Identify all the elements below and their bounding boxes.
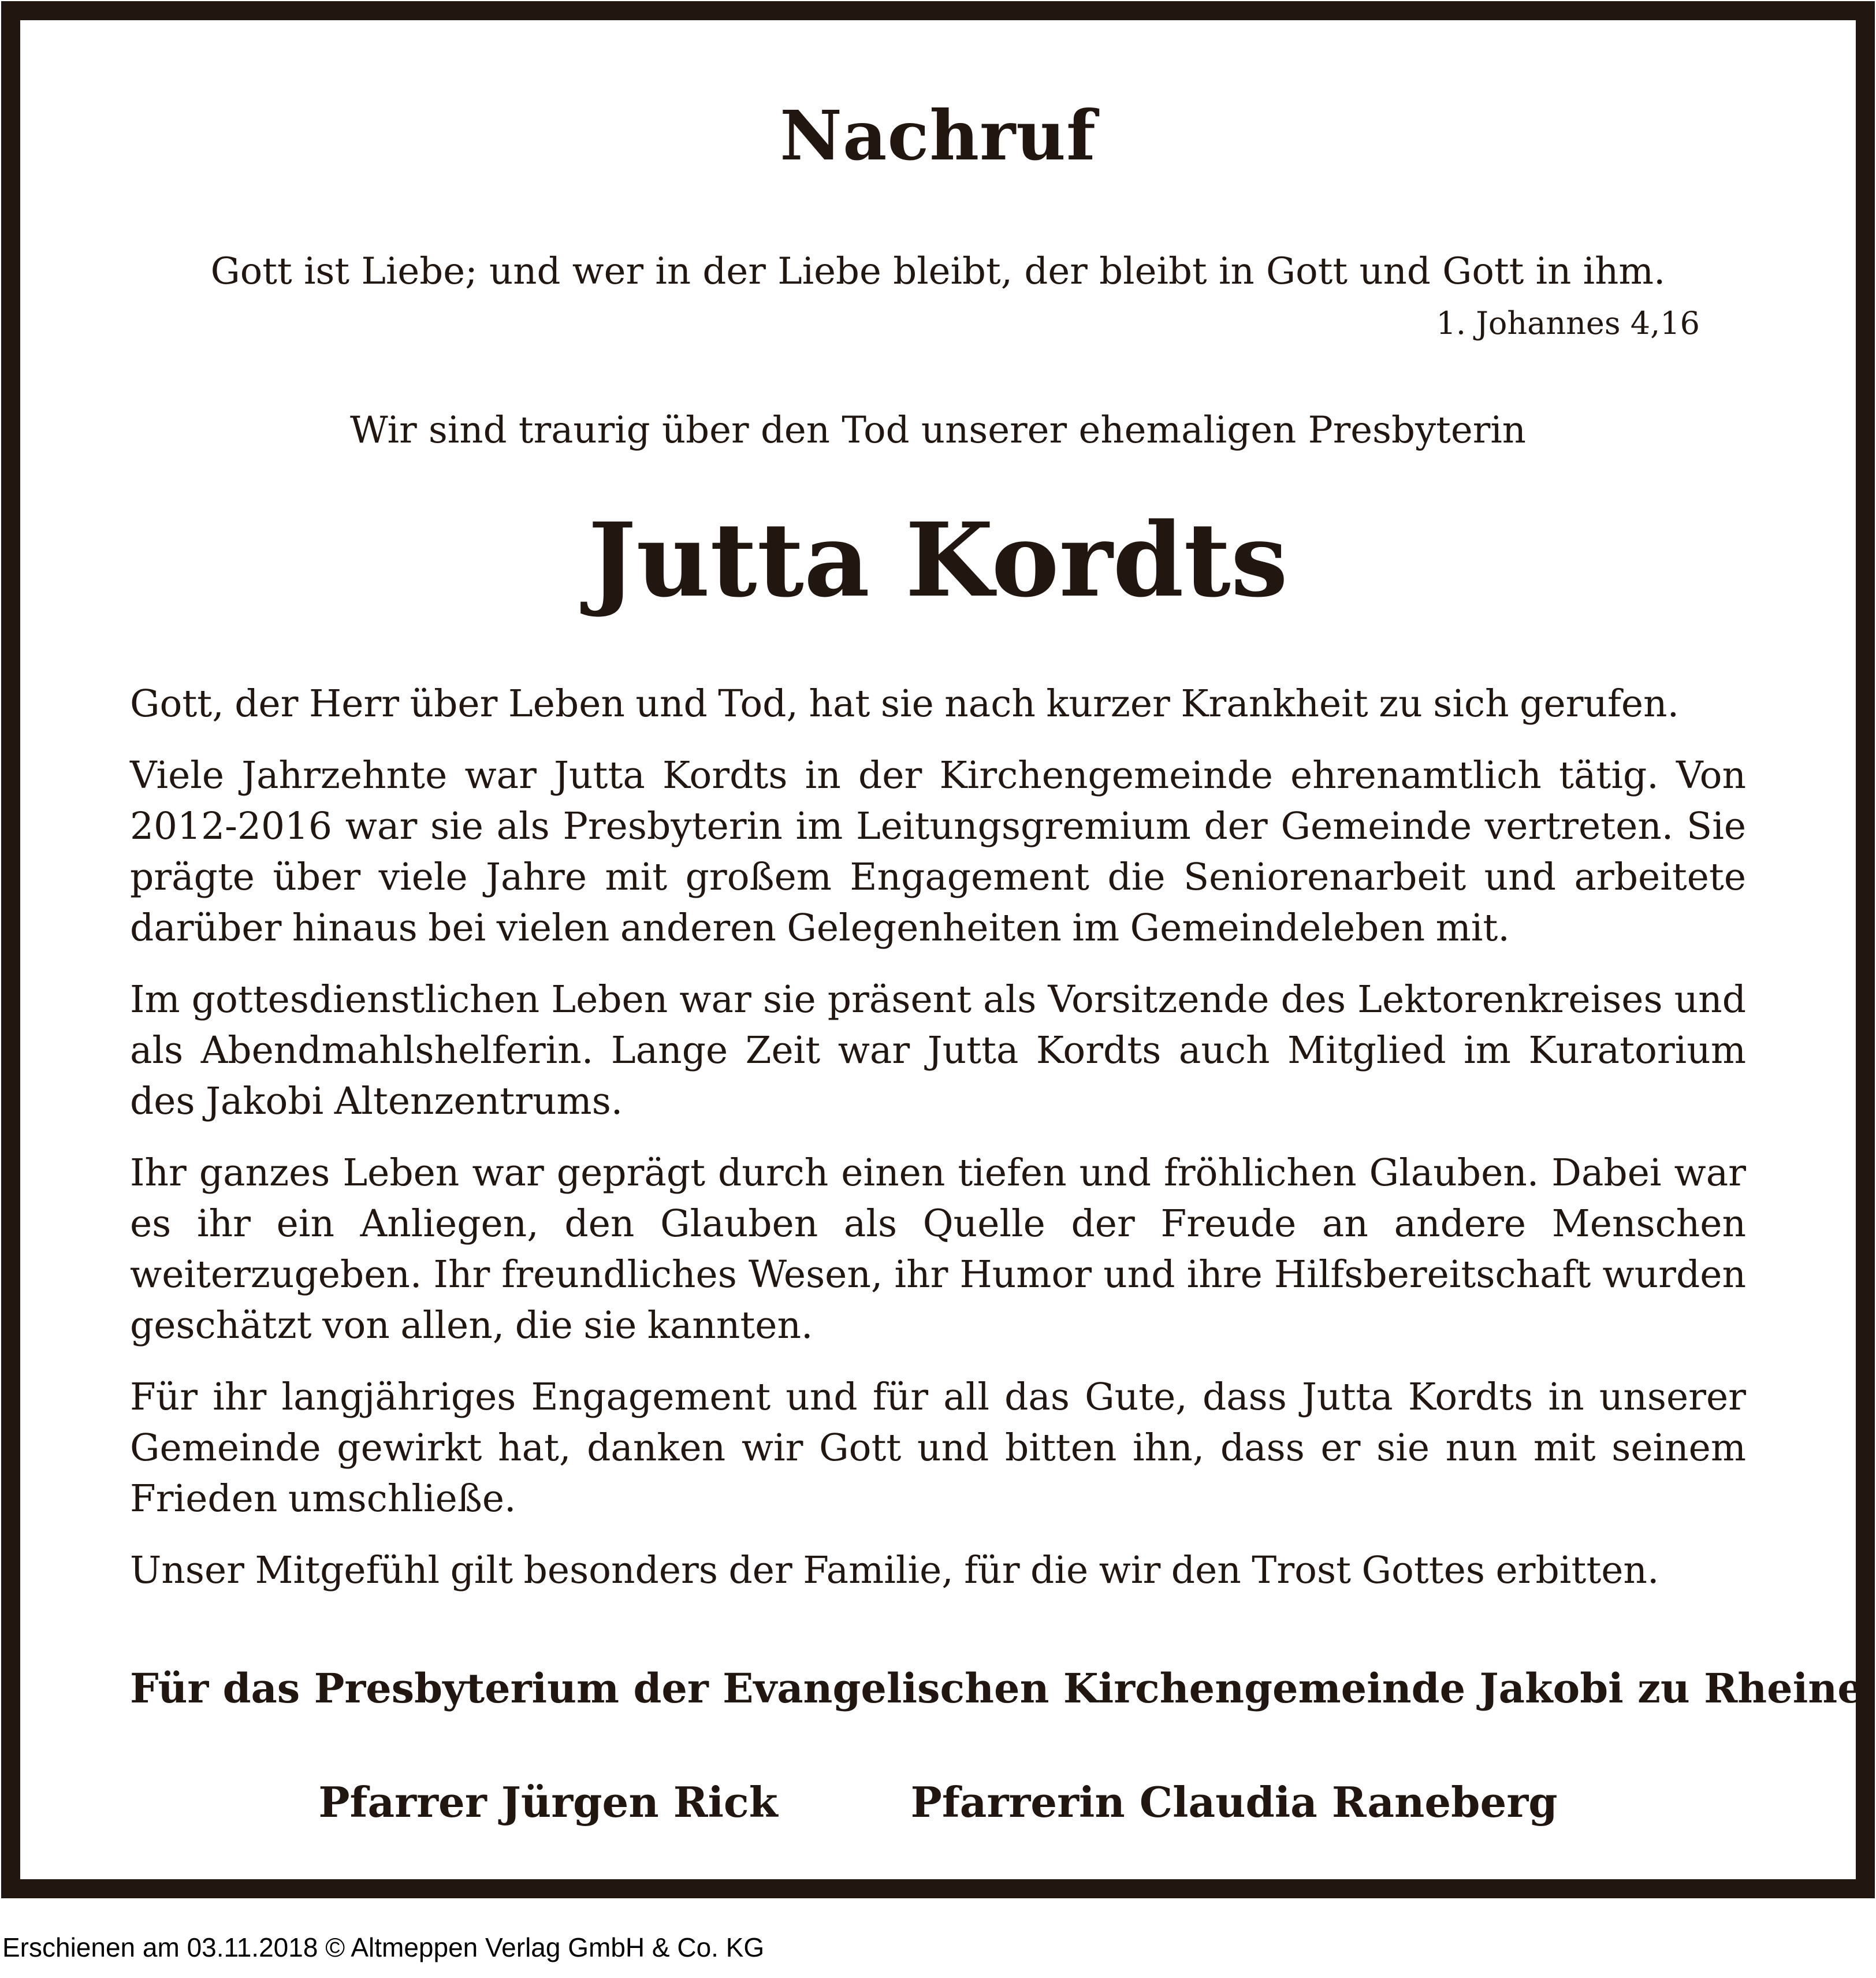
obituary-frame (1, 1, 1875, 1898)
signatory-name: Pfarrerin Claudia Raneberg (910, 1778, 1558, 1827)
signatures-row (130, 1773, 1746, 1831)
body-paragraph: Gott, der Herr über Leben und Tod, hat sie nach kurzer Krankheit zu sich gerufen. (130, 682, 1680, 726)
obituary-body (130, 679, 1746, 1617)
bible-quote: Gott ist Liebe; und wer in der Liebe bleibt, der bleibt in Gott und Gott in ihm. (210, 250, 1666, 293)
obituary-content (130, 20, 1863, 1879)
publication-footer: Erschienen am 03.11.2018 © Altmeppen Verlag GmbH & Co. KG (2, 1932, 765, 1962)
body-paragraph: Unser Mitgefühl gilt besonders der Familie, für die wir den Trost Gottes erbitten. (130, 1549, 1659, 1592)
body-paragraph: Im gottesdienstlichen Leben war sie präsent als Vorsitzende des Lektorenkreises und als Abendmahlshelferin. Lange Zeit war Jutta Kordts auch Mitglied im Kuratorium des Jakobi Altenzentrums. (130, 978, 1746, 1123)
body-paragraph: Viele Jahrzehnte war Jutta Kordts in der Kirchengemeinde ehrenamtlich tätig. Von 2012-2016 war sie als Presbyterin im Leitungsgremium der Gemeinde vertreten. Sie prägte über viele Jahre mit großem Engagement die Seniorenarbeit und arbeitete darüber hinaus bei vielen anderen Gelegenheiten im Gemeindeleben mit. (130, 754, 1746, 950)
body-paragraph: Ihr ganzes Leben war geprägt durch einen tiefen und fröhlichen Glauben. Dabei war es ihr ein Anliegen, den Glauben als Quelle der Freude an andere Menschen weiterzugeben. Ihr freundliches Wesen, ihr Humor und ihre Hilfsbereitschaft wurden geschätzt von allen, die sie kannten. (130, 1151, 1746, 1347)
organization-line: Für das Presbyterium der Evangelischen Kirchengemeinde Jakobi zu Rheine (130, 1664, 1863, 1712)
obituary-title: Nachruf (780, 95, 1096, 176)
bible-quote-reference: 1. Johannes 4,16 (1436, 305, 1700, 341)
deceased-name: Jutta Kordts (588, 500, 1288, 620)
signatory-name: Pfarrer Jürgen Rick (318, 1778, 778, 1827)
intro-line: Wir sind traurig über den Tod unserer ehemaligen Presbyterin (349, 409, 1527, 452)
body-paragraph: Für ihr langjähriges Engagement und für all das Gute, dass Jutta Kordts in unserer Gemeinde gewirkt hat, danken wir Gott und bitten ihn, dass er sie nun mit seinem Frieden umschließe. (130, 1375, 1746, 1520)
